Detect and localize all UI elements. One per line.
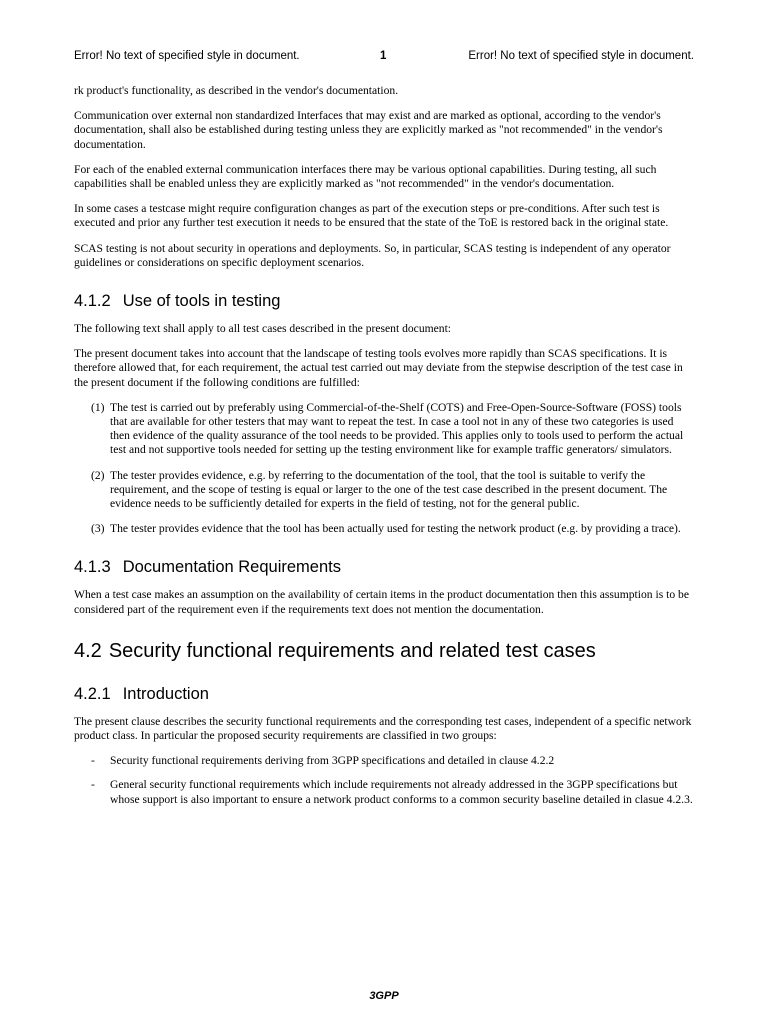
list-item (91, 401, 696, 458)
section-number: 4.2 (74, 639, 102, 662)
list-item-text: The tester provides evidence, e.g. by referring to the documentation of the tool, that the tool is suitable to verify the requirement, and the scope of testing is equal or larger to the one of the test case described in the present document. The evidence needs to be sufficiently detailed for experts in the field of testing, not for the general public. (110, 468, 668, 511)
paragraph: The present clause describes the security functional requirements and the corresponding test cases, independent of a specific network product class. In particular the proposed security requirements are classified in two groups: (74, 714, 692, 743)
list-marker: (3) (91, 522, 105, 536)
list-item-text: The test is carried out by preferably using Commercial-of-the-Shelf (COTS) and Free-Open-Source-Software (FOSS) tools that are available for other testers that may want to repeat the test. In case a tool not in any of these two categories is used then evidence of the quality assurance of the tool needs to be provided. This applies only to tools used to perform the actual test and not supportive tools needed for setting up the testing environment like for example traffic generators/ simulators. (110, 400, 684, 457)
list-item-text: Security functional requirements deriving from 3GPP specifications and detailed in clause 4.2.2 (110, 754, 555, 768)
conditions-list (74, 401, 696, 537)
list-item-text: The tester provides evidence that the tool has been actually used for testing the network product (e.g. by providing a trace). (110, 522, 681, 536)
document-body (74, 84, 696, 817)
section-heading-4-1-2 (74, 291, 696, 311)
paragraph: When a test case makes an assumption on the availability of certain items in the product documentation then this assumption is to be considered part of the requirement even if the requirements text does not mention the documentation. (74, 588, 689, 616)
list-item (91, 469, 696, 512)
section-title: Security functional requirements and related test cases (108, 639, 596, 662)
list-item (91, 778, 696, 806)
section-heading-4-2 (74, 639, 696, 663)
list-item-text: General security functional requirements which include requirements not already addressed in the 3GPP specifications but whose support is also important to ensure a network product conforms to a common security baseline detailed in clasue 4.2.3. (110, 778, 693, 806)
header-right-text: Error! No text of specified style in document. (468, 50, 694, 62)
requirements-list (74, 754, 696, 807)
header-left-text: Error! No text of specified style in document. (74, 50, 300, 62)
paragraph: In some cases a testcase might require configuration changes as part of the execution steps or pre-conditions. After such test is executed and prior any further test execution it needs to be ensured that the state of the ToE is restored back in the original state. (74, 202, 669, 230)
list-marker: - (91, 754, 95, 768)
paragraph: The present document takes into account that the landscape of testing tools evolves more rapidly than SCAS specifications. It is therefore allowed that, for each requirement, the actual test carried out may deviate from the stepwise description of the test case in the present document if the following conditions are fulfilled: (74, 347, 683, 389)
section-title: Use of tools in testing (122, 292, 281, 311)
paragraph: For each of the enabled external communication interfaces there may be various optional capabilities. During testing, all such capabilities shall be enabled unless they are explicitly marked as "not recommended" in the vendor's documentation. (74, 162, 657, 191)
section-number: 4.1.3 (74, 558, 111, 577)
list-marker: (1) (91, 400, 105, 414)
paragraph: Communication over external non standardized Interfaces that may exist and are marked as optional, according to the vendor's documentation, shall also be established during testing unless they are explicitly marked as "not recommended" in the vendor's documentation. (74, 109, 663, 151)
list-item (91, 754, 696, 768)
list-marker: - (91, 778, 95, 792)
page-footer: 3GPP (369, 990, 399, 1002)
section-title: Introduction (122, 684, 209, 703)
section-title: Documentation Requirements (122, 558, 341, 577)
section-heading-4-1-3 (74, 557, 696, 577)
paragraph: rk product's functionality, as described in the vendor's documentation. (74, 84, 399, 97)
paragraph: SCAS testing is not about security in operations and deployments. So, in particular, SCAS testing is independent of any operator guidelines or considerations on specific deployment scenarios. (74, 241, 671, 269)
list-item (91, 522, 696, 536)
paragraph: The following text shall apply to all test cases described in the present document: (74, 322, 452, 336)
list-marker: (2) (91, 468, 105, 482)
page-header (0, 50, 768, 66)
section-heading-4-2-1 (74, 684, 696, 704)
section-number: 4.2.1 (74, 684, 111, 703)
header-page-number: 1 (380, 50, 387, 62)
section-number: 4.1.2 (74, 292, 111, 311)
